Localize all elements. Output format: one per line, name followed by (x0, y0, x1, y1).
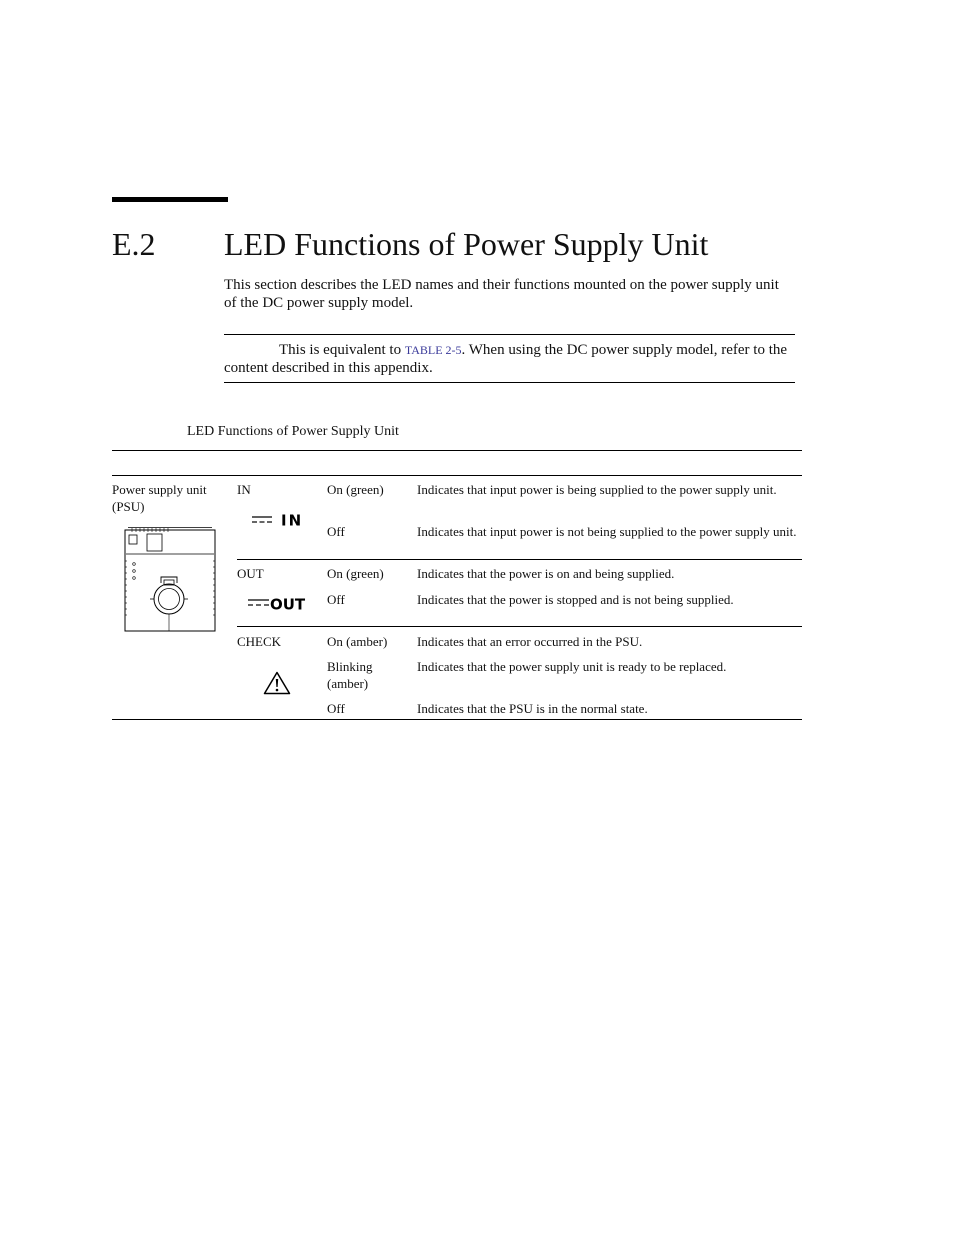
table-header-rule-top (112, 450, 802, 451)
description-cell: Indicates that the PSU is in the normal state. (417, 701, 648, 716)
note-after: . When using the DC power supply model, refer to the content described in this appendix. (224, 342, 788, 376)
state-cell: On (amber) (327, 634, 388, 649)
warning-triangle-icon (263, 671, 291, 695)
table-header-rule-bottom (112, 475, 802, 476)
description-cell: Indicates that the power supply unit is ready to be replaced. (417, 659, 727, 674)
description-cell: Indicates that an error occurred in the PSU. (417, 634, 643, 649)
note-text (224, 335, 795, 377)
table-xref-link[interactable]: TABLE 2-5 (404, 343, 462, 357)
description-cell: Indicates that the power is on and being supplied. (417, 566, 675, 581)
section-number: E.2 (112, 226, 156, 262)
note-box (224, 334, 795, 383)
state-cell: On (green) (327, 482, 384, 497)
psu-illustration (124, 527, 216, 632)
state-cell: Blinking (amber) (327, 659, 373, 691)
description-cell: Indicates that the power is stopped and is not being supplied. (417, 592, 734, 607)
table-bottom-rule (112, 719, 802, 720)
dc-out-icon (247, 595, 309, 613)
description-cell: Indicates that input power is not being supplied to the power supply unit. (417, 524, 797, 539)
state-cell: Off (327, 592, 345, 607)
note-before: This is equivalent to (279, 342, 405, 358)
state-cell: Off (327, 524, 345, 539)
row-divider (237, 626, 802, 627)
section-intro: This section describes the LED names and their functions mounted on the power supply unit of the DC power supply model. (224, 277, 779, 311)
led-name-in: IN (237, 482, 251, 497)
in-icon-label: IN (281, 511, 304, 529)
led-name-out: OUT (237, 566, 264, 581)
row-divider (237, 559, 802, 560)
out-icon-label: OUT (270, 595, 306, 613)
dc-in-icon (251, 511, 311, 529)
table-caption: LED Functions of Power Supply Unit (187, 424, 399, 439)
state-cell: On (green) (327, 566, 384, 581)
description-cell: Indicates that input power is being supplied to the power supply unit. (417, 482, 777, 497)
state-cell: Off (327, 701, 345, 716)
section-title: LED Functions of Power Supply Unit (224, 226, 709, 262)
section-rule (112, 197, 228, 202)
led-name-check: CHECK (237, 634, 282, 649)
component-label: Power supply unit (PSU) (112, 482, 207, 514)
